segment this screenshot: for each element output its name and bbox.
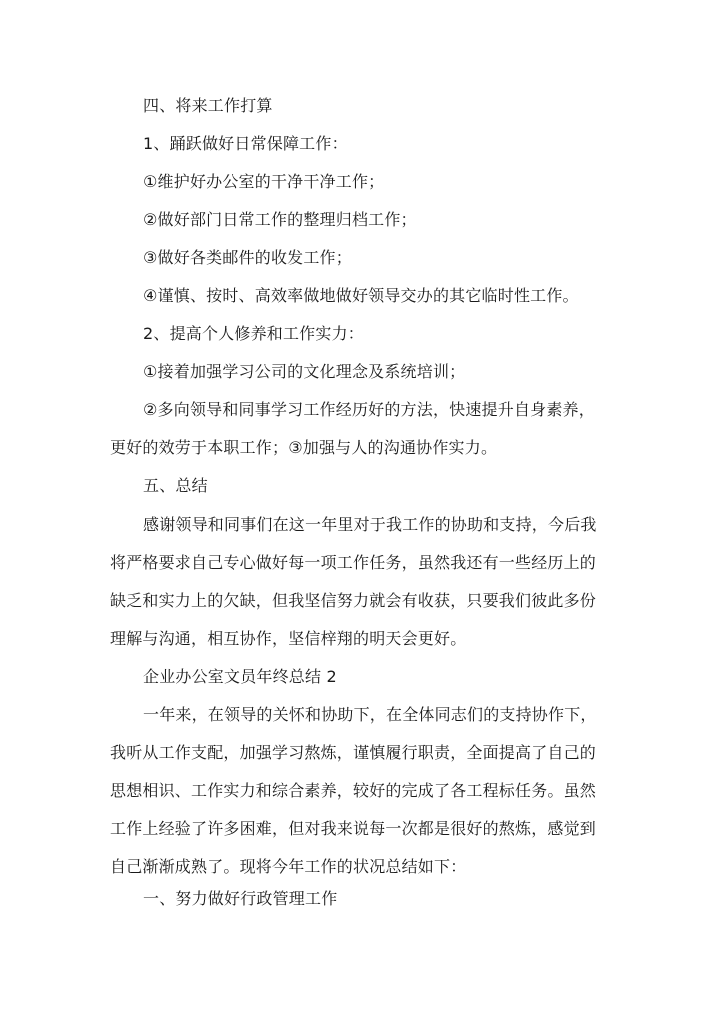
subheading-daily-support: 1、踊跃做好日常保障工作： <box>143 134 348 153</box>
list-item: ④谨慎、按时、高效率做地做好领导交办的其它临时性工作。 <box>143 286 579 305</box>
paragraph-line: 一年来，在领导的关怀和协助下，在全体同志们的支持协作下， <box>143 705 597 724</box>
subheading-personal-improvement: 2、提高个人修养和工作实力： <box>143 324 364 343</box>
section-heading-administration: 一、努力做好行政管理工作 <box>143 889 338 908</box>
section-heading-future-plans: 四、将来工作打算 <box>143 96 273 115</box>
list-item: ②做好部门日常工作的整理归档工作； <box>143 210 417 229</box>
paragraph-line: 感谢领导和同事们在这一年里对于我工作的协助和支持，今后我 <box>143 515 597 534</box>
paragraph-line: ②多向领导和同事学习工作经历好的方法，快速提升自身素养， <box>143 400 595 419</box>
list-item: ①接着加强学习公司的文化理念及系统培训； <box>143 362 466 381</box>
paragraph-line: 缺乏和实力上的欠缺，但我坚信努力就会有收获，只要我们彼此多份 <box>110 591 597 610</box>
paragraph-line: 思想相识、工作实力和综合素养，较好的完成了各工程标任务。虽然 <box>110 781 597 800</box>
paragraph-line: 我听从工作支配，加强学习熬炼，谨慎履行职责，全面提高了自己的 <box>110 743 597 762</box>
paragraph-line: 理解与沟通，相互协作，坚信梓翔的明天会更好。 <box>110 629 467 648</box>
paragraph-line: 将严格要求自己专心做好每一项工作任务，虽然我还有一些经历上的 <box>110 553 597 572</box>
paragraph-line: 工作上经验了许多困难，但对我来说每一次都是很好的熬炼，感觉到 <box>110 819 597 838</box>
document-subtitle: 企业办公室文员年终总结 2 <box>143 667 337 686</box>
paragraph-line: 更好的效劳于本职工作；③加强与人的沟通协作实力。 <box>110 438 498 457</box>
paragraph-line: 自己渐渐成熟了。现将今年工作的状况总结如下： <box>110 857 467 876</box>
list-item: ③做好各类邮件的收发工作； <box>143 248 352 267</box>
section-heading-summary: 五、总结 <box>143 476 208 495</box>
list-item: ①维护好办公室的干净干净工作； <box>143 172 385 191</box>
